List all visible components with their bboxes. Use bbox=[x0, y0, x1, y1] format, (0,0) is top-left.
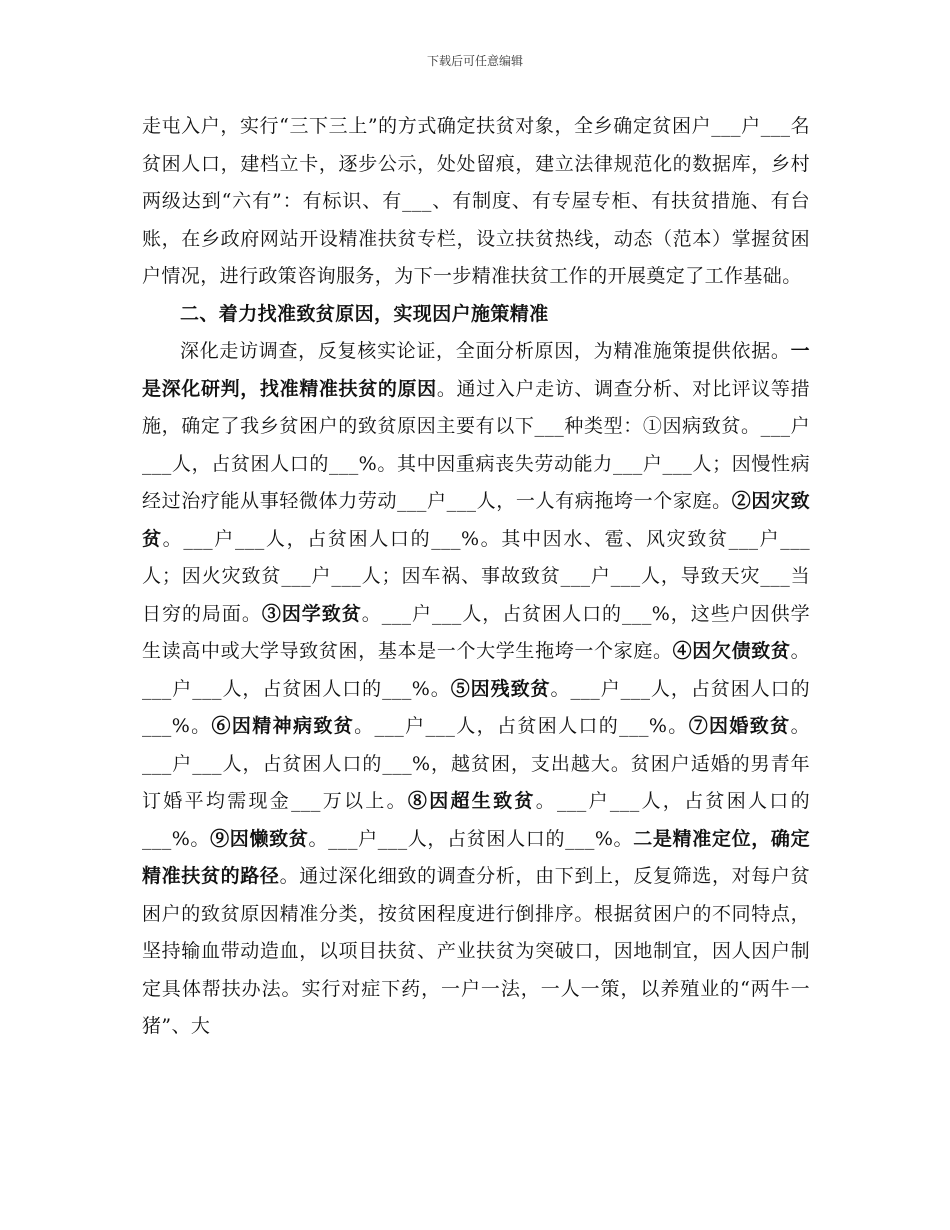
bold-run: 一是深化研判，找准精准扶贫的原因 bbox=[142, 340, 810, 400]
text-run: 。通过入户走访、调查分析、对比评议等措施，确定了我乡贫困户的致贫原因主要有以下___种类型：①因病致贫。___户___人，占贫困人口的___%。其中因重病丧失劳动能力___户___人；因慢性病经过治疗能从事轻微体力劳动___户___人，一人有病拖垮一个家庭。 bbox=[142, 377, 810, 512]
heading-text: 二、着力找准致贫原因，实现因户施策精准 bbox=[180, 302, 549, 325]
text-run: 。___户___人，占贫困人口的___%，这些户因供学生读高中或大学导致贫困，基本是一个大学生拖垮一个家庭。 bbox=[142, 602, 810, 662]
bold-run: ⑦因婚致贫 bbox=[688, 715, 791, 737]
bold-run: ②因灾致贫 bbox=[142, 490, 810, 550]
paragraph-3 bbox=[142, 333, 810, 1046]
text-run: 。通过深化细致的调查分析，由下到上，反复筛选，对每户贫困户的致贫原因精准分类，按贫困程度进行倒排序。根据贫困户的不同特点，坚持输血带动造血，以项目扶贫、产业扶贫为突破口，因地制宜，因人因户制定具体帮扶办法。实行对症下药，一户一法，一人一策，以养殖业的“两牛一猪”、大 bbox=[142, 865, 810, 1037]
section-heading-2 bbox=[142, 296, 810, 334]
bold-run: ⑥因精神病致贫 bbox=[211, 715, 355, 737]
bold-run: ⑤因残致贫 bbox=[450, 677, 551, 700]
document-body bbox=[142, 108, 810, 1046]
bold-run: ⑧因超生致贫 bbox=[407, 790, 536, 812]
text-run: 。___户___人，占贫困人口的___%，越贫困，支出越大。贫困户适婚的男青年订婚平均需现金___万以上。 bbox=[142, 715, 810, 812]
text-run: 深化走访调查，反复核实论证，全面分析原因，为精准施策提供依据。 bbox=[180, 340, 791, 362]
bold-run: ④因欠债致贫 bbox=[672, 640, 791, 662]
text-run: 。___户___人，占贫困人口的___%。 bbox=[142, 790, 810, 850]
text-run: 。___户___人，占贫困人口的___%。 bbox=[142, 677, 810, 737]
bold-run: 二是精准定位，确定精准扶贫的路径 bbox=[142, 827, 810, 887]
bold-run: ③因学致贫 bbox=[261, 602, 362, 625]
text-run: 走屯入户，实行“三下三上”的方式确定扶贫对象，全乡确定贫困户___户___名贫困人口，建档立卡，逐步公示，处处留痕，建立法律规范化的数据库，乡村两级达到“六有”：有标识、有___、有制度、有专屋专柜、有扶贫措施、有台账，在乡政府网站开设精准扶贫专栏，设立扶贫热线，动态（范本）掌握贫困户情况，进行政策咨询服务，为下一步精准扶贫工作的开展奠定了工作基础。 bbox=[142, 115, 810, 287]
text-run: 。___户___人，占贫困人口的___%。 bbox=[308, 827, 634, 850]
text-run: 。___户___人，占贫困人口的___%。 bbox=[142, 640, 810, 700]
page-header: 下载后可任意编辑 bbox=[426, 54, 523, 68]
bold-run: ⑨因懒致贫 bbox=[210, 827, 309, 850]
text-run: 。___户___人，占贫困人口的___%。其中因水、雹、风灾致贫___户___人；因火灾致贫___户___人；因车祸、事故致贫___户___人，导致天灾___当日穷的局面。 bbox=[142, 527, 810, 625]
paragraph-1 bbox=[142, 108, 810, 296]
text-run: 。___户___人，占贫困人口的___%。 bbox=[354, 715, 689, 737]
